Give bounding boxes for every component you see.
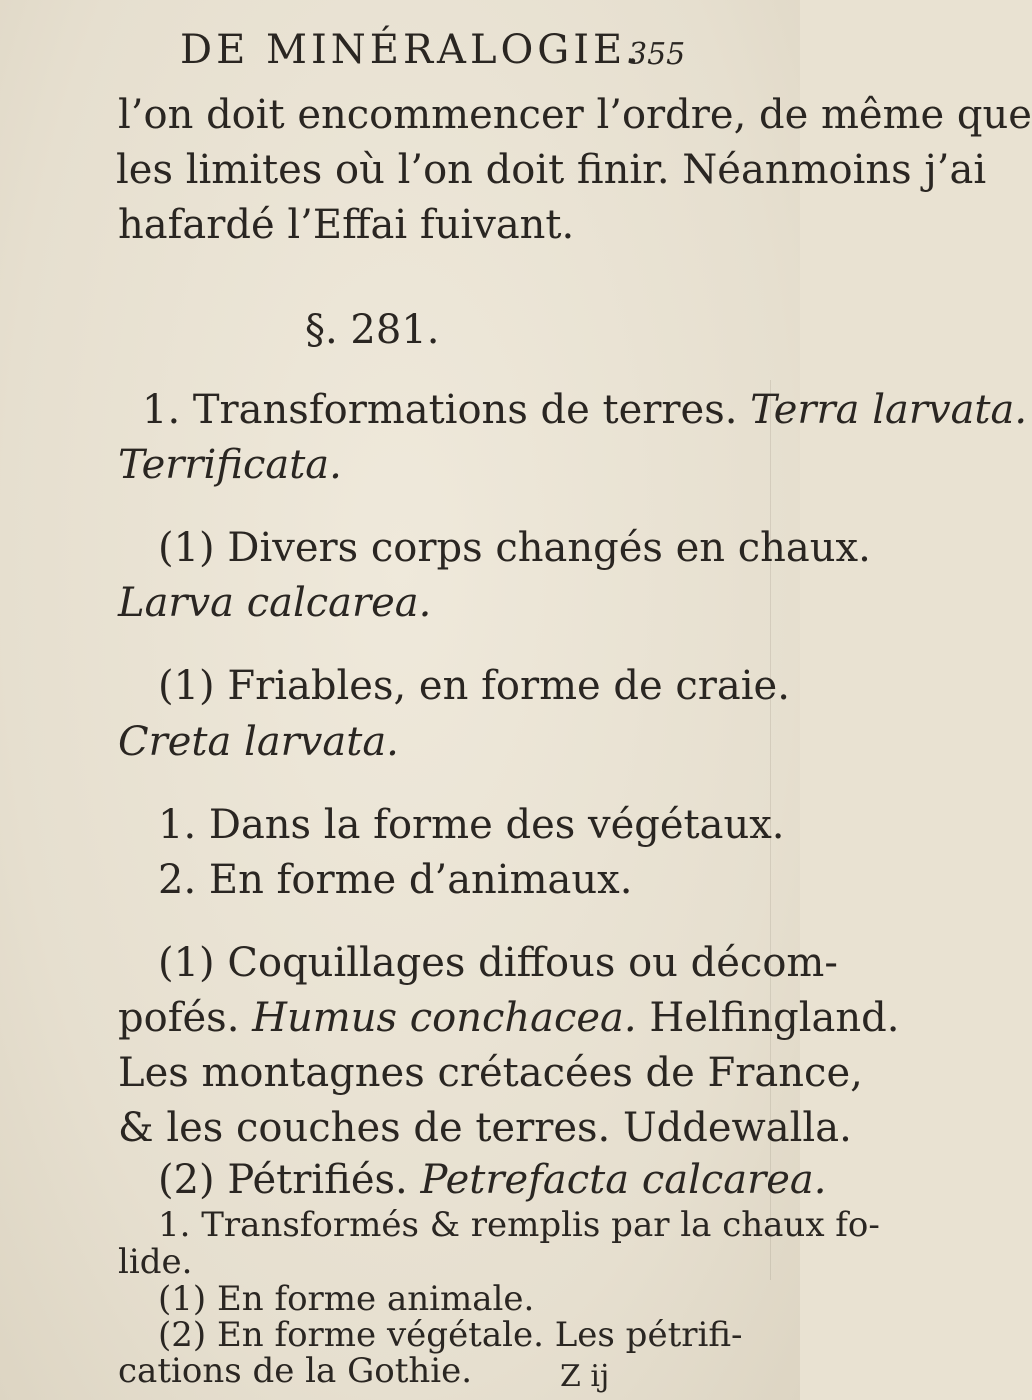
page-number: 355 <box>628 37 686 72</box>
list-item <box>142 387 1028 433</box>
latin-term: Creta larvata. <box>118 719 399 765</box>
running-title: DE MINÉRALOGIE. <box>180 27 643 73</box>
item-text: (2) Pétrifiés. <box>158 1157 408 1203</box>
latin-term: Petrefacta calcarea. <box>420 1157 827 1203</box>
list-item: Les montagnes crétacées de France, <box>118 1050 863 1096</box>
signature-mark: Z ij <box>560 1359 610 1394</box>
text-line: hafardé l’Effai fuivant. <box>118 202 575 248</box>
text-line: les limites où l’on doit finir. Néanmoins j’ai <box>116 147 987 193</box>
list-item: (2) En forme végétale. Les pétrifi- <box>158 1315 743 1355</box>
list-item: cations de la Gothie. <box>118 1351 473 1391</box>
list-item: 2. En forme d’animaux. <box>158 857 633 903</box>
list-item: (1) Coquillages diffous ou décom- <box>158 940 838 986</box>
list-item <box>158 1157 827 1203</box>
list-item: (1) En forme animale. <box>158 1279 535 1319</box>
list-item: (1) Friables, en forme de craie. <box>158 663 790 709</box>
list-item: lide. <box>118 1242 193 1282</box>
list-item: 1. Transformés & remplis par la chaux fo- <box>158 1205 880 1245</box>
latin-term: Terrificata. <box>118 442 342 488</box>
list-item <box>118 995 900 1041</box>
list-item: (1) Divers corps changés en chaux. <box>158 525 871 571</box>
item-text: pofés. <box>118 995 240 1041</box>
list-item: 1. Dans la forme des végétaux. <box>158 802 785 848</box>
list-item: & les couches de terres. Uddewalla. <box>118 1105 852 1151</box>
item-text: 1. Transformations de terres. <box>142 387 738 433</box>
text-line: l’on doit encommencer l’ordre, de même que <box>118 92 1032 138</box>
place-name: Helfingland. <box>649 995 900 1041</box>
section-heading: §. 281. <box>305 307 440 353</box>
latin-term: Humus conchacea. <box>252 995 637 1041</box>
latin-term: Larva calcarea. <box>118 580 432 626</box>
latin-term: Terra larvata. <box>750 387 1028 433</box>
